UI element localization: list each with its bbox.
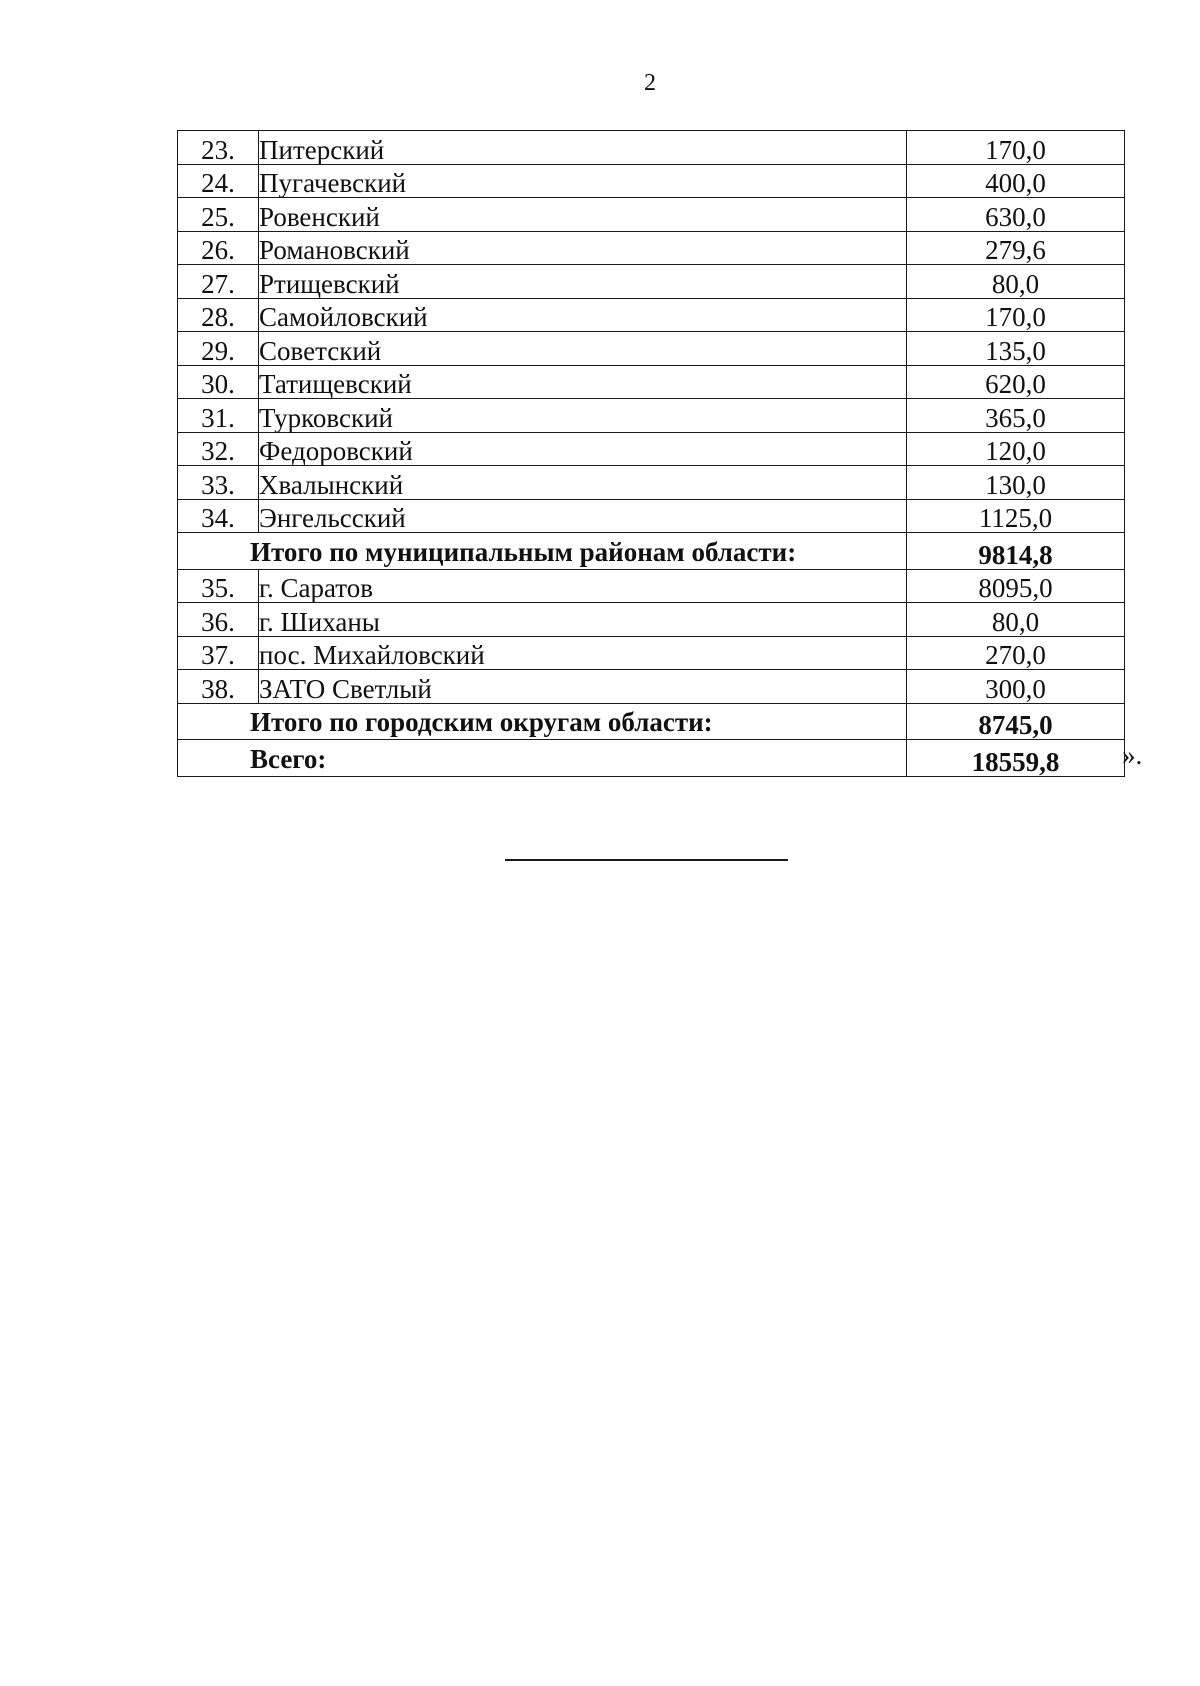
district-name: Турковский xyxy=(259,399,907,433)
table-row xyxy=(178,399,1125,433)
amount-value: 365,0 xyxy=(907,399,1125,433)
district-name: Хвалынский xyxy=(259,466,907,500)
total-value: 18559,8 xyxy=(907,740,1125,777)
district-name: Татищевский xyxy=(259,365,907,399)
district-name: Ровенский xyxy=(259,198,907,232)
row-number: 32. xyxy=(178,432,259,466)
amount-value: 80,0 xyxy=(907,265,1125,299)
row-number: 35. xyxy=(178,569,259,603)
row-number: 26. xyxy=(178,231,259,265)
table-row xyxy=(178,365,1125,399)
row-number: 24. xyxy=(178,164,259,198)
city-name: г. Шиханы xyxy=(259,603,907,637)
amount-value: 8095,0 xyxy=(907,569,1125,603)
table-row xyxy=(178,636,1125,670)
table-row xyxy=(178,131,1125,165)
table-row xyxy=(178,466,1125,500)
row-number: 30. xyxy=(178,365,259,399)
table-row xyxy=(178,569,1125,603)
district-name: Питерский xyxy=(259,131,907,165)
subtotal-row-districts xyxy=(178,533,1125,570)
table-row xyxy=(178,298,1125,332)
table-row xyxy=(178,265,1125,299)
subtotal-value: 8745,0 xyxy=(907,703,1125,740)
row-number: 34. xyxy=(178,499,259,533)
amount-value: 135,0 xyxy=(907,332,1125,366)
table-row xyxy=(178,332,1125,366)
row-number: 28. xyxy=(178,298,259,332)
total-row xyxy=(178,740,1125,777)
end-of-document-rule xyxy=(505,859,788,861)
amount-value: 170,0 xyxy=(907,131,1125,165)
district-name: Романовский xyxy=(259,231,907,265)
district-name: Самойловский xyxy=(259,298,907,332)
allocation-table xyxy=(177,130,1125,777)
table-row xyxy=(178,164,1125,198)
table-row xyxy=(178,670,1125,704)
amount-value: 1125,0 xyxy=(907,499,1125,533)
row-number: 36. xyxy=(178,603,259,637)
total-label: Всего: xyxy=(178,740,907,777)
amount-value: 300,0 xyxy=(907,670,1125,704)
amount-value: 270,0 xyxy=(907,636,1125,670)
city-name: ЗАТО Светлый xyxy=(259,670,907,704)
row-number: 25. xyxy=(178,198,259,232)
city-name: пос. Михайловский xyxy=(259,636,907,670)
district-name: Федоровский xyxy=(259,432,907,466)
subtotal-label: Итого по городским округам области: xyxy=(178,703,907,740)
row-number: 38. xyxy=(178,670,259,704)
subtotal-row-cities xyxy=(178,703,1125,740)
table-row xyxy=(178,603,1125,637)
subtotal-label: Итого по муниципальным районам области: xyxy=(178,533,907,570)
amount-value: 120,0 xyxy=(907,432,1125,466)
row-number: 31. xyxy=(178,399,259,433)
table-row xyxy=(178,231,1125,265)
district-name: Пугачевский xyxy=(259,164,907,198)
amount-value: 130,0 xyxy=(907,466,1125,500)
table-row xyxy=(178,432,1125,466)
amount-value: 620,0 xyxy=(907,365,1125,399)
row-number: 27. xyxy=(178,265,259,299)
row-number: 23. xyxy=(178,131,259,165)
row-number: 37. xyxy=(178,636,259,670)
table-row xyxy=(178,499,1125,533)
amount-value: 630,0 xyxy=(907,198,1125,232)
amount-value: 279,6 xyxy=(907,231,1125,265)
subtotal-value: 9814,8 xyxy=(907,533,1125,570)
amount-value: 400,0 xyxy=(907,164,1125,198)
row-number: 29. xyxy=(178,332,259,366)
table-row xyxy=(178,198,1125,232)
amount-value: 170,0 xyxy=(907,298,1125,332)
row-number: 33. xyxy=(178,466,259,500)
district-name: Советский xyxy=(259,332,907,366)
amount-value: 80,0 xyxy=(907,603,1125,637)
district-name: Энгельсский xyxy=(259,499,907,533)
district-name: Ртищевский xyxy=(259,265,907,299)
page-number: 2 xyxy=(644,70,656,96)
closing-quote-mark: ». xyxy=(1122,740,1143,770)
city-name: г. Саратов xyxy=(259,569,907,603)
